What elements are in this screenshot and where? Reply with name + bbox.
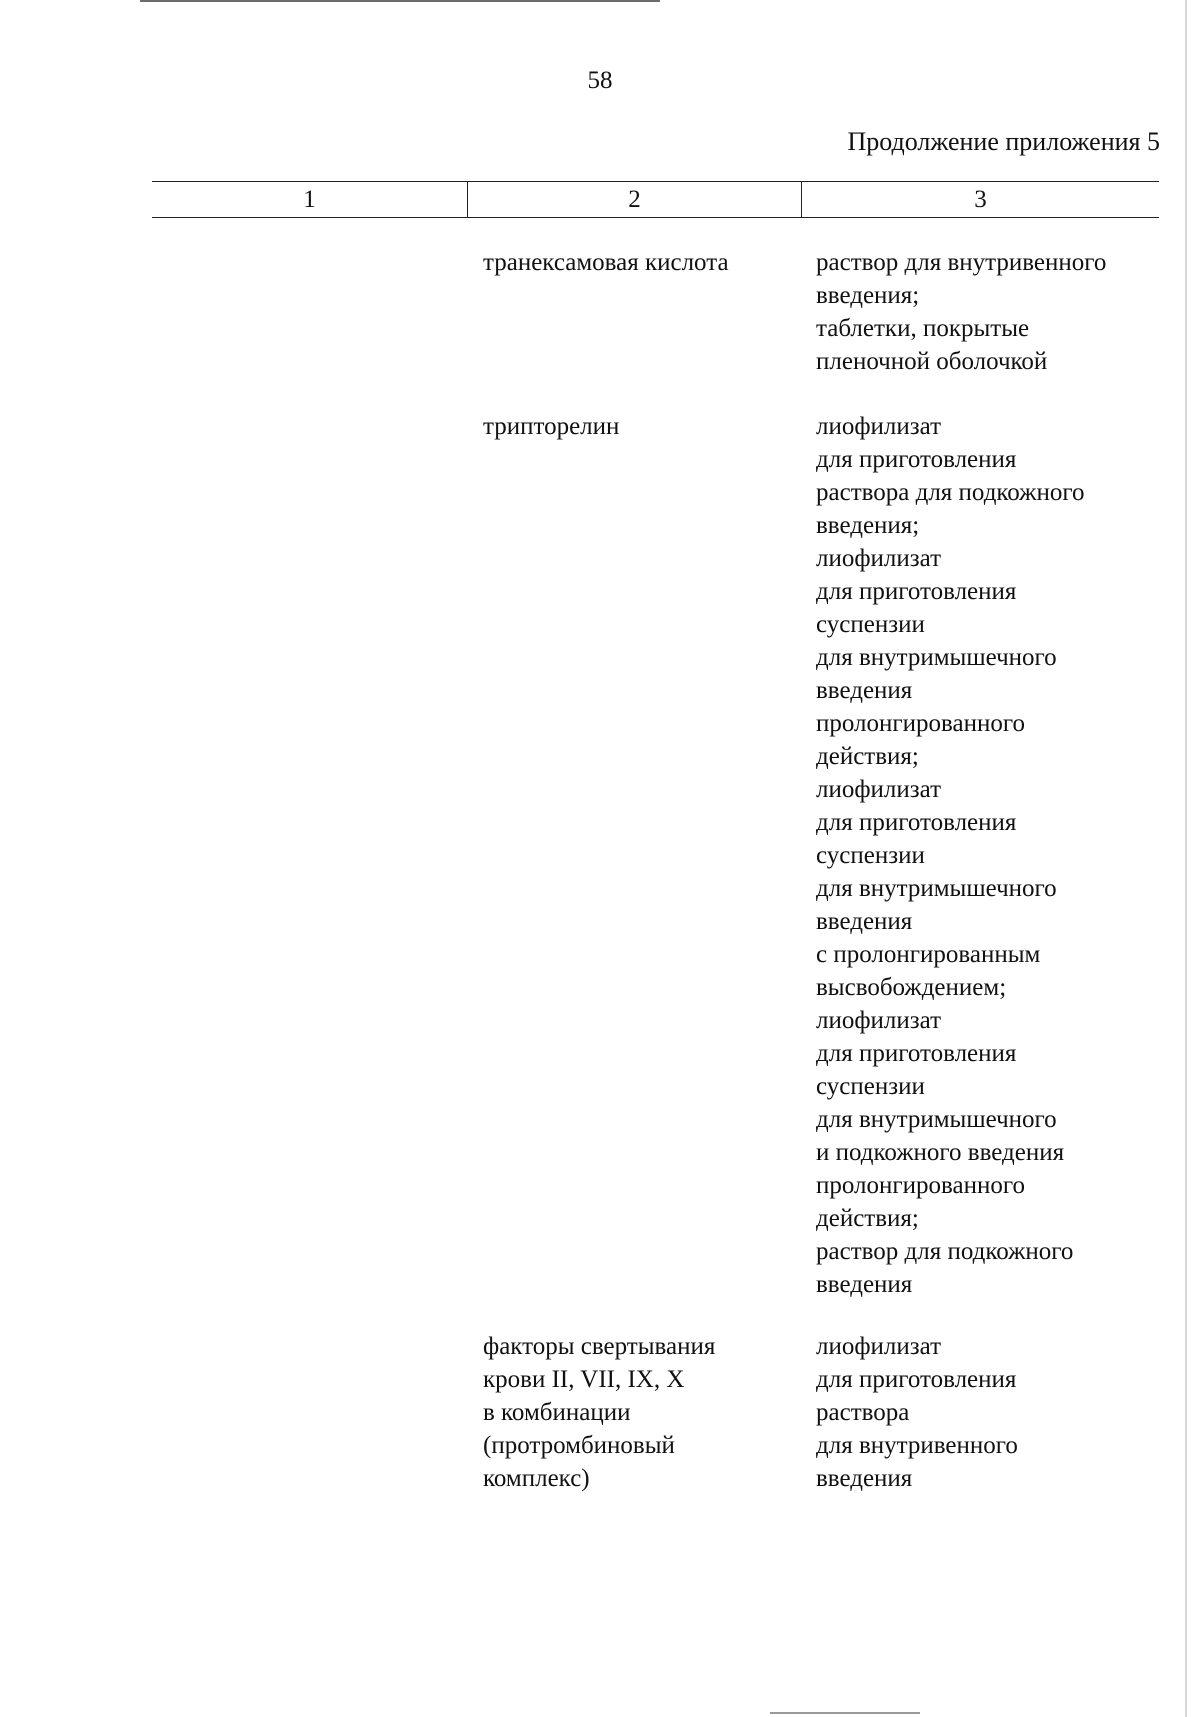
dosage-form-line: лиофилизат <box>816 1007 942 1034</box>
dosage-form-line: введения <box>816 677 913 704</box>
dosage-form-line: суспензии <box>816 611 925 638</box>
dosage-form-line: введения <box>816 1271 913 1298</box>
drug-name <box>483 246 783 279</box>
dosage-form-line: лиофилизат <box>816 1333 942 1360</box>
dosage-form-line: для приготовления <box>816 446 1017 473</box>
dosage-form-line: пролонгированного <box>816 710 1025 737</box>
dosage-form-line: раствор для внутривенного <box>816 249 1107 276</box>
drug-name-line: транексамовая кислота <box>483 249 729 276</box>
dosage-form-line: лиофилизат <box>816 776 942 803</box>
drug-name-line: в комбинации <box>483 1399 631 1426</box>
table-header-col-2: 2 <box>468 182 802 217</box>
dosage-form-line: для приготовления <box>816 1366 1017 1393</box>
dosage-forms <box>816 410 1176 1301</box>
dosage-form-line: для внутримышечного <box>816 1106 1057 1133</box>
dosage-form-line: и подкожного введения <box>816 1139 1065 1166</box>
dosage-form-line: лиофилизат <box>816 413 942 440</box>
drug-name-line: крови II, VII, IX, X <box>483 1366 685 1393</box>
dosage-form-line: введения; <box>816 512 920 539</box>
dosage-form-line: введения <box>816 1465 913 1492</box>
dosage-form-line: таблетки, покрытые <box>816 315 1030 342</box>
dosage-form-line: введения; <box>816 282 920 309</box>
dosage-form-line: для приготовления <box>816 809 1017 836</box>
dosage-form-line: раствора <box>816 1399 910 1426</box>
drug-name-line: комплекс) <box>483 1465 590 1492</box>
dosage-form-line: с пролонгированным <box>816 941 1041 968</box>
scan-artifact-right-edge <box>1185 0 1187 1717</box>
drug-name <box>483 1330 783 1495</box>
dosage-forms <box>816 1330 1176 1495</box>
dosage-form-line: для приготовления <box>816 578 1017 605</box>
drug-name-line: факторы свертывания <box>483 1333 716 1360</box>
scan-artifact-bottom-line <box>770 1712 920 1714</box>
dosage-form-line: введения <box>816 908 913 935</box>
table-header-col-1: 1 <box>152 182 468 217</box>
dosage-form-line: высвобождением; <box>816 974 1007 1001</box>
drug-name <box>483 410 783 443</box>
dosage-form-line: суспензии <box>816 1073 925 1100</box>
drug-name-line: (протромбиновый <box>483 1432 675 1459</box>
dosage-form-line: действия; <box>816 743 919 770</box>
dosage-form-line: раствора для подкожного <box>816 479 1085 506</box>
dosage-form-line: пленочной оболочкой <box>816 348 1048 375</box>
dosage-form-line: для внутримышечного <box>816 644 1057 671</box>
dosage-form-line: суспензии <box>816 842 925 869</box>
dosage-form-line: раствор для подкожного <box>816 1238 1074 1265</box>
dosage-form-line: для внутримышечного <box>816 875 1057 902</box>
page-number: 58 <box>587 67 613 94</box>
dosage-form-line: действия; <box>816 1205 919 1232</box>
dosage-form-line: лиофилизат <box>816 545 942 572</box>
dosage-forms <box>816 246 1176 378</box>
dosage-form-line: пролонгированного <box>816 1172 1025 1199</box>
appendix-continuation-note: Продолжение приложения 5 <box>847 127 1160 156</box>
dosage-form-line: для приготовления <box>816 1040 1017 1067</box>
table-header-col-3: 3 <box>974 186 987 213</box>
table-header <box>152 181 1159 218</box>
dosage-form-line: для внутривенного <box>816 1432 1018 1459</box>
drug-name-line: трипторелин <box>483 413 620 440</box>
scan-artifact-top-line <box>140 0 660 2</box>
